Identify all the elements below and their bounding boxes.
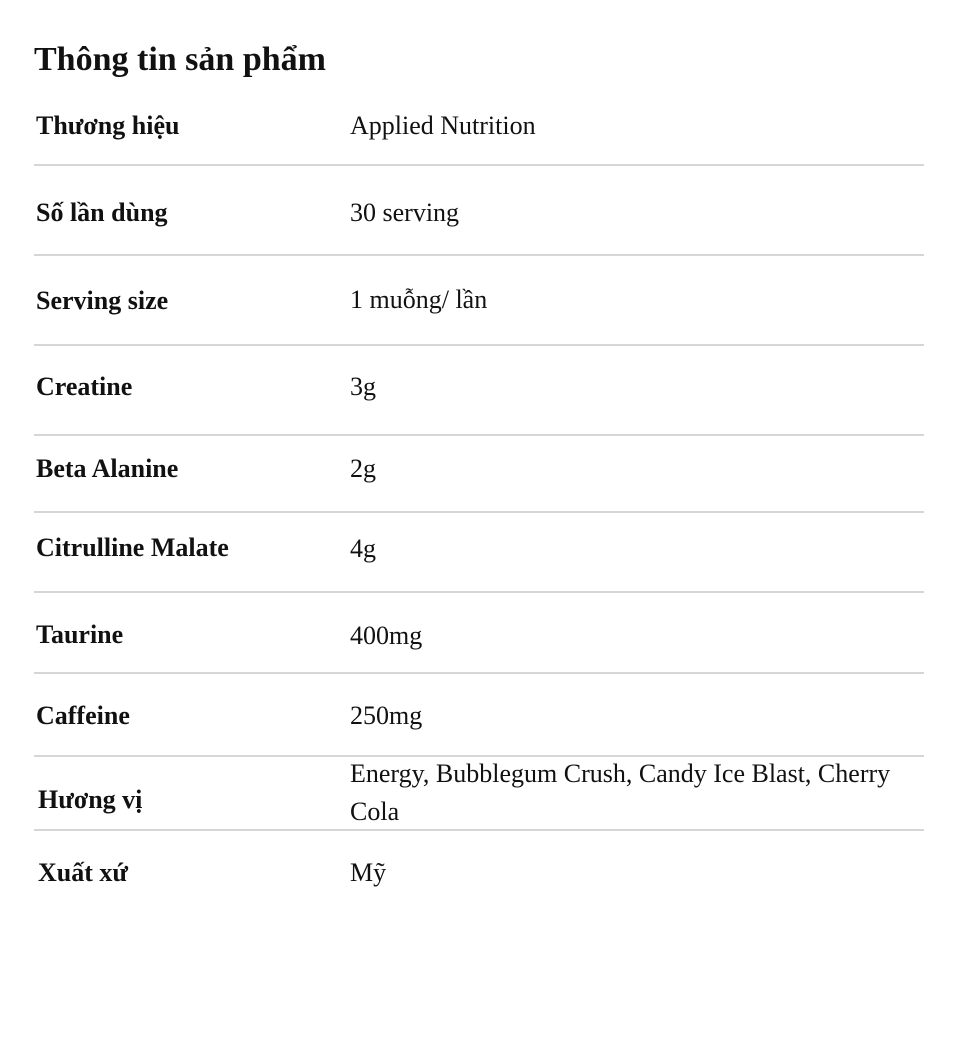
row-divider (34, 434, 924, 436)
row-label-brand: Thương hiệu (36, 111, 180, 140)
row-divider (34, 672, 924, 674)
row-value-citrulline-malate: 4g (350, 534, 376, 563)
row-divider (34, 511, 924, 513)
row-label-taurine: Taurine (36, 620, 124, 649)
row-value-caffeine: 250mg (350, 701, 423, 730)
row-value-beta-alanine: 2g (350, 454, 376, 483)
row-value-creatine: 3g (350, 372, 376, 401)
row-divider (34, 829, 924, 831)
row-divider (34, 164, 924, 166)
row-value-origin: Mỹ (350, 858, 387, 887)
row-label-servings: Số lần dùng (36, 198, 168, 227)
row-label-origin: Xuất xứ (38, 858, 128, 887)
row-value-taurine: 400mg (350, 621, 423, 650)
row-divider (34, 344, 924, 346)
row-label-citrulline-malate: Citrulline Malate (36, 533, 229, 562)
row-label-creatine: Creatine (36, 372, 133, 401)
row-label-flavors: Hương vị (38, 785, 143, 814)
row-label-beta-alanine: Beta Alanine (36, 454, 179, 483)
page-title: Thông tin sản phẩm (34, 41, 326, 78)
row-divider (34, 254, 924, 256)
row-label-serving-size: Serving size (36, 286, 169, 315)
row-value-serving-size: 1 muỗng/ lần (350, 285, 488, 314)
row-value-brand: Applied Nutrition (350, 111, 536, 140)
row-divider (34, 591, 924, 593)
row-value-servings: 30 serving (350, 198, 460, 227)
row-value-flavors: Energy, Bubblegum Crush, Candy Ice Blast, Cherry Cola (350, 759, 891, 826)
row-label-caffeine: Caffeine (36, 701, 130, 730)
